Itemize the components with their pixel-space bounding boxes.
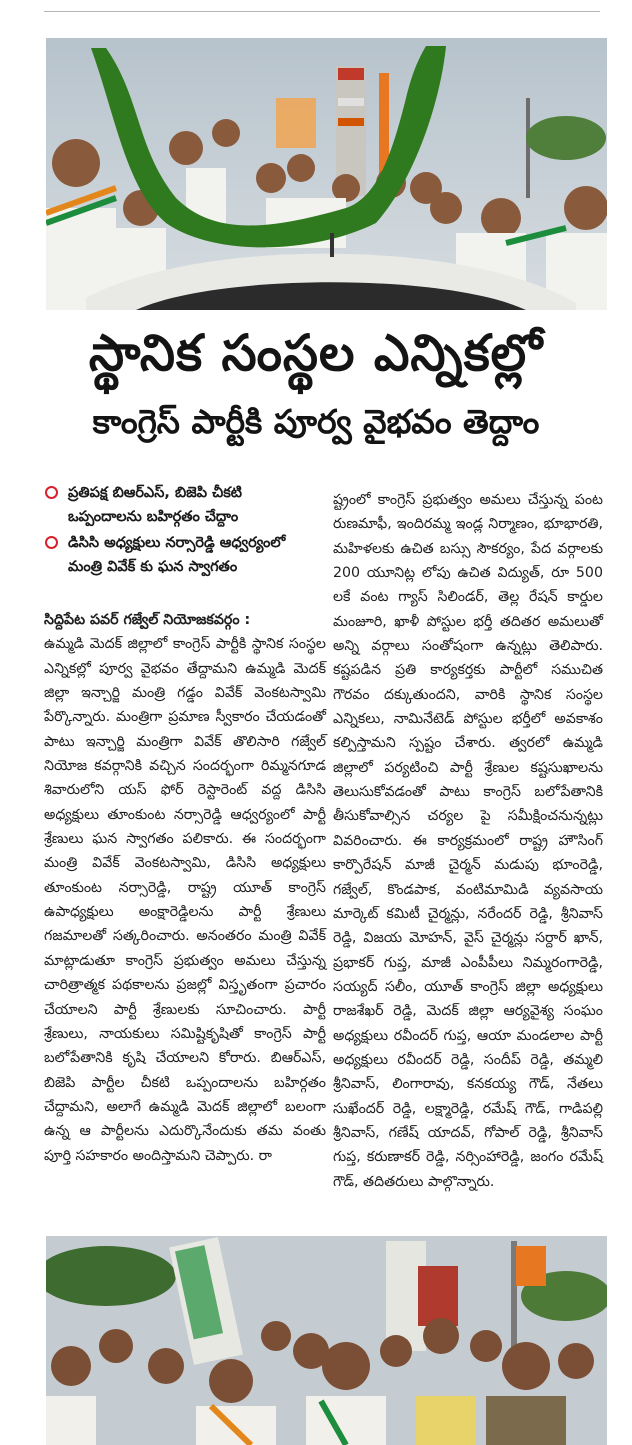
article-column-right	[333, 488, 603, 1194]
photo-bottom-illustration	[46, 1236, 607, 1445]
body-text-right: ష్ట్రంలో కాంగ్రెస్ ప్రభుత్వం అమలు చేస్తున్న పంట రుణమాఫీ, ఇందిరమ్మ ఇండ్ల నిర్మాణం, భూభారతి, మహిళలకు ఉచిత బస్సు సౌకర్యం, పేద వర్గాలకు 200 యూనిట్ల లోపు ఉచిత విద్యుత్, రూ 500 లకే వంట గ్యాస్ సిలిండర్, తెల్ల రేషన్ కార్డుల మంజూరి, ఖాళీ పోస్టుల భర్తీ తదితర అమలుతో అన్ని వర్గాలు సంతోషంగా ఉన్నట్లు తెలిపారు. కష్టపడిన ప్రతి కార్యకర్తకు పార్టీలో సముచిత గౌరవం దక్కుతుందని, వారికి స్థానిక సంస్థల ఎన్నికలు, నామినేటెడ్ పోస్టుల భర్తీలో అవకాశం కల్పిస్తామని స్పష్టం చేశారు. త్వరలో ఉమ్మడి జిల్లాలో పర్యటించి పార్టీ శ్రేణుల కష్టసుఖాలను తెలుసుకోవడంతో పాటు కాంగ్రెస్ బలోపేతానికి తీసుకోవాల్సిన చర్యల పై సమీక్షించనున్నట్లు వివరించారు. ఈ కార్యక్రమంలో రాష్ట్ర హౌసింగ్ కార్పొరేషన్ మాజీ చైర్మన్ మడుపు భూంరెడ్డి, గజ్వేల్, కొండపాక, వంటిమామిడి వ్యవసాయ మార్కెట్ కమిటీ చైర్మన్లు, నరేందర్ రెడ్డి, శ్రీనివాస్ రెడ్డి, విజయ మోహన్, వైస్ చైర్మన్లు సర్దార్ ఖాన్, ప్రభాకర్ గుప్త, మాజీ ఎంపీపీలు నిమ్మరంగారెడ్డి, సయ్యద్ సలీం, యూత్ కాంగ్రెస్ జిల్లా అధ్యక్షులు రాజశేఖర్ రెడ్డి, మెదక్ జిల్లా ఆర్యవైశ్య సంఘం అధ్యక్షులు రవీందర్ గుప్త, ఆయా మండలాల పార్టీ అధ్యక్షులు రవీందర్ రెడ్డి, సందీప్ రెడ్డి, తమ్మలి శ్రీనివాస్, లింగారావు, కనకయ్య గౌడ్, నేతలు సుఖేందర్ రెడ్డి, లక్ష్మారెడ్డి, రమేష్ గౌడ్, గాడిపల్లి శ్రీనివాస్, గణేష్ యాదవ్, గోపాల్ రెడ్డి, శ్రీనివాస్ గుప్త, కరుణాకర్ రెడ్డి, నర్సింహారెడ్డి, జంగం రమేష్ గౌడ్, తదితరులు పాల్గొన్నారు.	[333, 492, 603, 1190]
headline: స్థానిక సంస్థల ఎన్నికల్లో	[88, 324, 544, 382]
highlight-text: డిసిసి అధ్యక్షులు నర్సారెడ్డి ఆధ్వర్యంలో మంత్రి వివేక్ కు ఘన స్వాగతం	[68, 535, 286, 575]
highlight-text: ప్రతిపక్ష బిఆర్ఎస్, బిజెపి చీకటి ఒప్పందాలను బహిర్గతం చేద్దాం	[68, 485, 242, 525]
highlight-item	[44, 531, 320, 579]
article-column-left	[44, 608, 326, 1168]
photo-top-illustration	[46, 38, 607, 310]
bullet-ring-icon	[45, 536, 58, 549]
photo-minister-garland-welcome	[46, 38, 607, 310]
photo-party-workers-crowd	[46, 1236, 607, 1445]
body-text-left: ఉమ్మడి మెదక్ జిల్లాలో కాంగ్రెస్ పార్టీకి స్థానిక సంస్థల ఎన్నికల్లో పూర్వ వైభవం తేద్దామని ఉమ్మడి మెదక్ జిల్లా ఇన్చార్జి మంత్రి గడ్డం వివేక్ వెంకటస్వామి పేర్కొన్నారు. మంత్రిగా ప్రమాణ స్వీకారం చేయడంతో పాటు ఇన్చార్జి మంత్రిగా వివేక్ తొలిసారి గజ్వేల్ నియోజ కవర్గానికి వచ్చిన సందర్భంగా రిమ్మనగూడ శివారులోని యస్ ఫోర్ రెస్టారెంట్ వద్ద డిసిసి అధ్యక్షులు తూంకుంట నర్సారెడ్డి ఆధ్వర్యంలో పార్టీ శ్రేణులు ఘన స్వాగతం పలికారు. ఈ సందర్భంగా మంత్రి వివేక్ వెంకటస్వామి, డిసిసి అధ్యక్షులు తూంకుంట నర్సారెడ్డి, రాష్ట్ర యూత్ కాంగ్రెస్ ఉపాధ్యక్షులు అంక్షారెడ్డిలను పార్టీ శ్రేణులు గజమాలతో సత్కరించారు. అనంతరం మంత్రి వివేక్ మాట్లాడుతూ కాంగ్రెస్ ప్రభుత్వం అమలు చేస్తున్న చారిత్రాత్మక పథకాలను ప్రజల్లో విస్తృతంగా ప్రచారం చేయాలని పార్టీ శ్రేణులకు సూచించారు. పార్టీ శ్రేణులు, నాయకులు సమిష్టికృషితో కాంగ్రెస్ పార్టీ బలోపేతానికి కృషి చేయాలని కోరారు. బిఆర్ఎస్, బిజెపి పార్టీల చీకటి ఒప్పందాలను బహిర్గతం చేద్దామని, అలాగే ఉమ్మడి మెదక్ జిల్లాలో బలంగా ఉన్న ఆ పార్టీలను ఎదుర్కొనేందుకు తమ వంతు పూర్తి సహకారం అందిస్తామని చెప్పారు. రా	[44, 636, 326, 1164]
dateline: సిద్దిపేట పవర్ గజ్వేల్ నియోజకవర్గం :	[44, 612, 251, 628]
highlight-item	[44, 481, 320, 529]
bullet-ring-icon	[45, 486, 58, 499]
top-rule	[44, 11, 600, 12]
highlights-list	[44, 481, 320, 581]
subheadline: కాంగ్రెస్ పార్టీకి పూర్వ వైభవం తెద్దాం	[92, 402, 540, 441]
